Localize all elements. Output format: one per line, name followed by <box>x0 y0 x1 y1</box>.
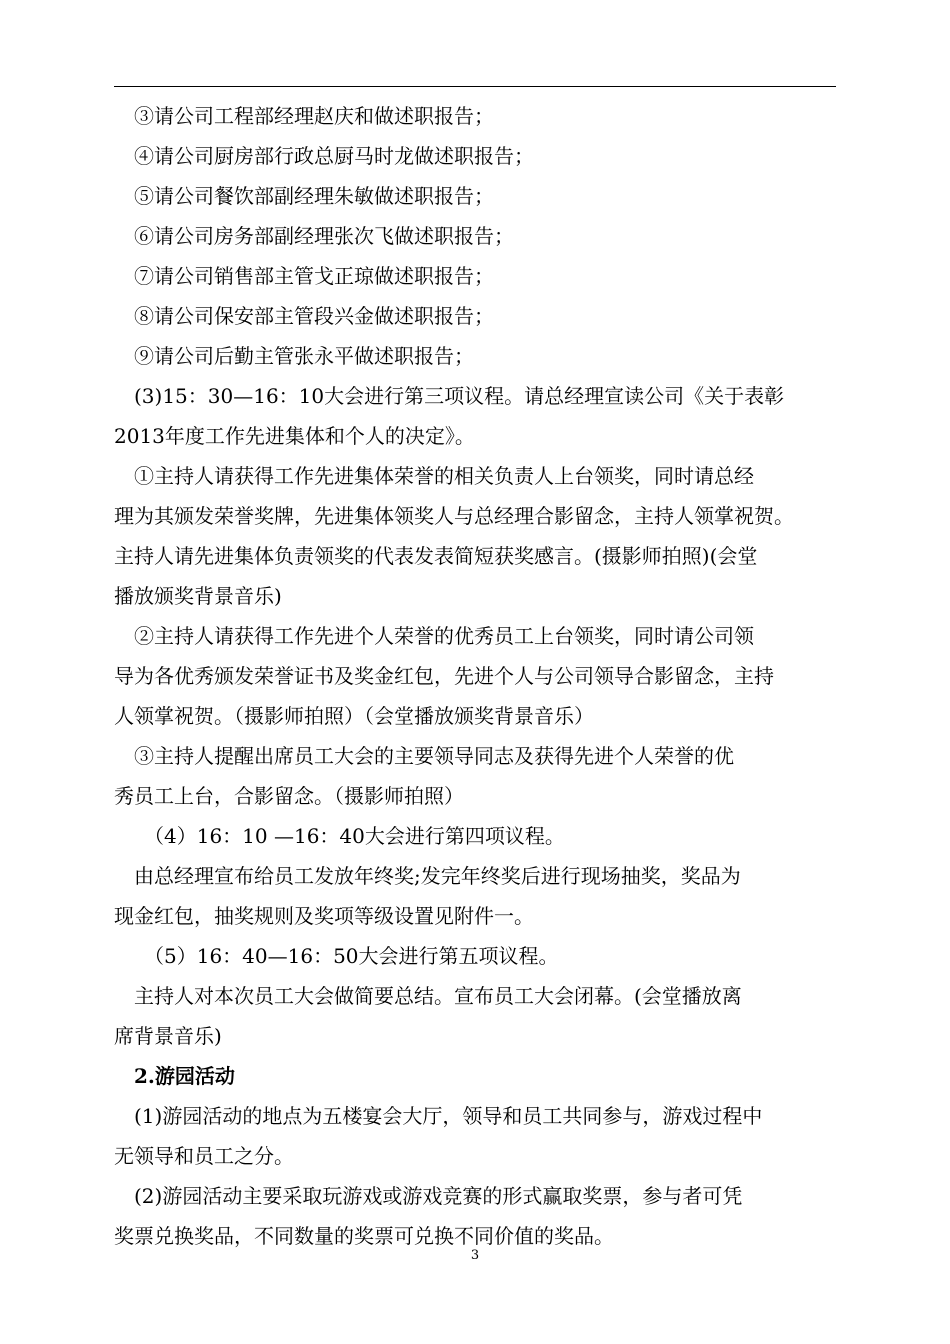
text-line: (2)游园活动主要采取玩游戏或游戏竞赛的形式赢取奖票，参与者可凭 <box>114 1184 743 1208</box>
text-line: ⑥请公司房务部副经理张次飞做述职报告； <box>114 224 514 248</box>
text-line: ⑤请公司餐饮部副经理朱敏做述职报告； <box>114 184 494 208</box>
text-line: 2013年度工作先进集体和个人的决定》。 <box>114 424 475 448</box>
text-line: 人领掌祝贺。（摄影师拍照）（会堂播放颁奖背景音乐） <box>114 704 594 728</box>
text-line: 导为各优秀颁发荣誉证书及奖金红包，先进个人与公司领导合影留念，主持 <box>114 664 774 688</box>
text-line: 由总经理宣布给员工发放年终奖;发完年终奖后进行现场抽奖，奖品为 <box>114 864 741 888</box>
text-line: ⑦请公司销售部主管戈正琼做述职报告； <box>114 264 494 288</box>
text-line: ③主持人提醒出席员工大会的主要领导同志及获得先进个人荣誉的优 <box>114 744 734 768</box>
text-line: (1)游园活动的地点为五楼宴会大厅，领导和员工共同参与，游戏过程中 <box>114 1104 763 1128</box>
text-line: 现金红包，抽奖规则及奖项等级设置见附件一。 <box>114 904 534 928</box>
text-line: 席背景音乐) <box>114 1024 222 1048</box>
page-number: 3 <box>470 1248 480 1263</box>
text-line: ③请公司工程部经理赵庆和做述职报告； <box>114 104 494 128</box>
text-line: ②主持人请获得工作先进个人荣誉的优秀员工上台领奖，同时请公司领 <box>114 624 754 648</box>
text-line: （5）16：40—16：50大会进行第五项议程。 <box>114 944 559 968</box>
text-line: 主持人对本次员工大会做简要总结。宣布员工大会闭幕。(会堂播放离 <box>114 984 742 1008</box>
text-line: 主持人请先进集体负责领奖的代表发表简短获奖感言。(摄影师拍照)(会堂 <box>114 544 758 568</box>
text-line: ⑨请公司后勤主管张永平做述职报告； <box>114 344 474 368</box>
text-line: 无领导和员工之分。 <box>114 1144 294 1168</box>
text-line: 秀员工上台，合影留念。（摄影师拍照） <box>114 784 464 808</box>
header-rule <box>114 86 836 87</box>
text-line: 播放颁奖背景音乐) <box>114 584 282 608</box>
text-line: （4）16：10 —16：40大会进行第四项议程。 <box>114 824 565 848</box>
text-line: 理为其颁发荣誉奖牌，先进集体领奖人与总经理合影留念，主持人领掌祝贺。 <box>114 504 794 528</box>
section-heading: 2.游园活动 <box>114 1064 235 1088</box>
text-line: (3)15：30—16：10大会进行第三项议程。请总经理宣读公司《关于表彰 <box>114 384 785 408</box>
text-line: 奖票兑换奖品，不同数量的奖票可兑换不同价值的奖品。 <box>114 1224 614 1248</box>
text-line: ①主持人请获得工作先进集体荣誉的相关负责人上台领奖，同时请总经 <box>114 464 754 488</box>
text-line: ④请公司厨房部行政总厨马时龙做述职报告； <box>114 144 534 168</box>
text-line: ⑧请公司保安部主管段兴金做述职报告； <box>114 304 494 328</box>
